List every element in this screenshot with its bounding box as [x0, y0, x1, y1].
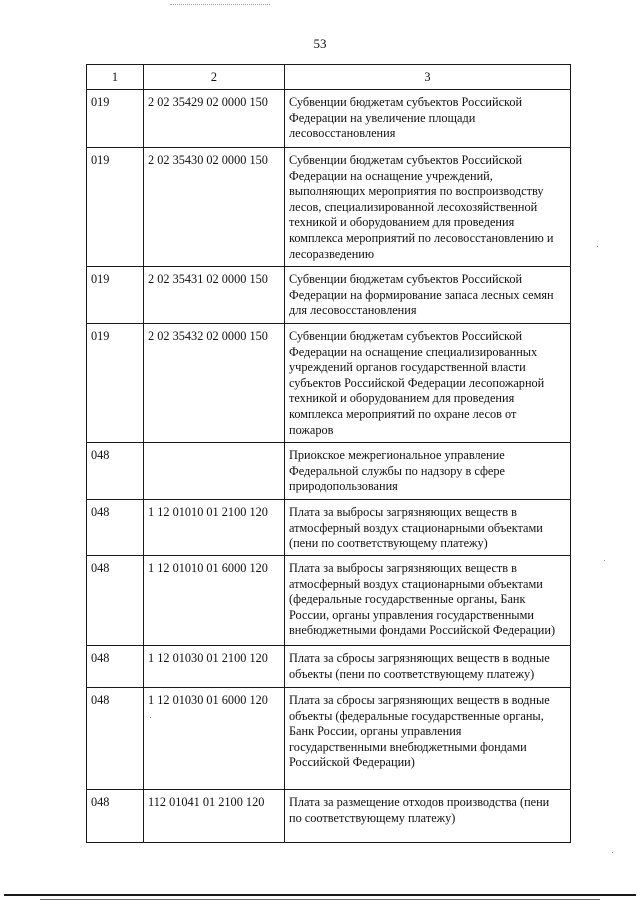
description-cell	[285, 267, 571, 324]
scan-top-rule	[170, 4, 270, 5]
table-row	[87, 688, 571, 790]
description-line: России, органы управления государственными	[289, 607, 534, 622]
description-line: учреждений органов государственной власти	[289, 360, 526, 375]
admin-code-cell: 019	[87, 324, 144, 443]
description-line: атмосферный воздух стационарными объектами	[289, 520, 543, 535]
scan-speck	[150, 717, 151, 718]
description-line: для лесовосстановления	[289, 303, 417, 318]
description-line: природопользования	[289, 479, 398, 494]
budget-code-cell: 2 02 35432 02 0000 150	[144, 324, 285, 443]
table-row	[87, 556, 571, 646]
description-line: Приокское межрегиональное управление	[289, 448, 505, 462]
table-row	[87, 790, 571, 843]
description-cell	[285, 556, 571, 646]
budget-code-cell: 1 12 01010 01 2100 120	[144, 500, 285, 556]
table-row	[87, 500, 571, 556]
description-cell	[285, 500, 571, 556]
scan-bottom-rule	[4, 894, 636, 896]
description-line: атмосферный воздух стационарными объектами	[289, 576, 543, 591]
description-line: техникой и оборудованием для проведения	[289, 391, 515, 406]
description-line: Плата за выбросы загрязняющих веществ в	[289, 505, 517, 519]
description-cell	[285, 688, 571, 790]
table-row	[87, 324, 571, 443]
admin-code-cell: 048	[87, 790, 144, 843]
description-cell	[285, 90, 571, 148]
description-line: Плата за сбросы загрязняющих веществ в водные	[289, 693, 550, 707]
description-line: техникой и оборудованием для проведения	[289, 215, 515, 230]
scan-speck	[604, 560, 605, 561]
description-line: Плата за размещение отходов производства (пени	[289, 795, 550, 809]
description-line: Федерации на оснащение специализированных	[289, 344, 538, 359]
description-line: лесов, специализированной лесохозяйственной	[289, 199, 538, 214]
admin-code-cell: 048	[87, 443, 144, 500]
description-line: Субвенции бюджетам субъектов Российской	[289, 153, 523, 167]
description-line: комплекса мероприятий по лесовосстановлению и	[289, 230, 554, 245]
budget-code-cell	[144, 443, 285, 500]
description-line: лесоразведению	[289, 246, 375, 261]
admin-code-cell: 019	[87, 148, 144, 267]
budget-code-cell: 1 12 01010 01 6000 120	[144, 556, 285, 646]
description-cell	[285, 324, 571, 443]
budget-code-cell: 2 02 35429 02 0000 150	[144, 90, 285, 148]
description-line: Российской Федерации)	[289, 755, 415, 770]
table-row	[87, 267, 571, 324]
admin-code-cell: 048	[87, 688, 144, 790]
header-cell-code: 2	[144, 65, 285, 90]
description-line: внебюджетными фондами Российской Федерации)	[289, 623, 556, 638]
description-line: Субвенции бюджетам субъектов Российской	[289, 95, 523, 109]
description-line: Федерации на формирование запаса лесных семян	[289, 287, 554, 302]
description-line: Федерации на оснащение учреждений,	[289, 168, 493, 183]
scan-bottom-rule-secondary	[40, 899, 600, 900]
budget-code-cell: 2 02 35431 02 0000 150	[144, 267, 285, 324]
budget-code-cell: 2 02 35430 02 0000 150	[144, 148, 285, 267]
description-cell	[285, 148, 571, 267]
budget-codes-table	[86, 64, 571, 843]
description-line: выполняющих мероприятия по воспроизводству	[289, 184, 544, 199]
table-row	[87, 443, 571, 500]
description-line: (федеральные государственные органы, Банк	[289, 592, 526, 607]
admin-code-cell: 048	[87, 646, 144, 688]
description-line: Плата за выбросы загрязняющих веществ в	[289, 561, 517, 575]
scan-speck	[597, 246, 598, 247]
description-line: субъектов Российской Федерации лесопожарной	[289, 375, 545, 390]
header-cell-description: 3	[285, 65, 571, 90]
description-line: объекты (пени по соответствующему платежу)	[289, 666, 535, 681]
description-line: Субвенции бюджетам субъектов Российской	[289, 272, 523, 286]
admin-code-cell: 019	[87, 90, 144, 148]
description-line: Федерации на увеличение площади	[289, 110, 476, 125]
admin-code-cell: 048	[87, 556, 144, 646]
description-line: государственными внебюджетными фондами	[289, 739, 527, 754]
description-line: (пени по соответствующему платежу)	[289, 536, 488, 551]
description-line: по соответствующему платежу)	[289, 810, 456, 825]
description-line: комплекса мероприятий по охране лесов от	[289, 406, 517, 421]
budget-code-cell: 1 12 01030 01 2100 120	[144, 646, 285, 688]
admin-code-cell: 048	[87, 500, 144, 556]
header-cell-admin: 1	[87, 65, 144, 90]
table-row	[87, 646, 571, 688]
budget-code-cell: 1 12 01030 01 6000 120	[144, 688, 285, 790]
description-cell	[285, 646, 571, 688]
description-line: Федеральной службы по надзору в сфере	[289, 463, 505, 478]
description-line: лесовосстановления	[289, 126, 396, 141]
budget-code-cell: 112 01041 01 2100 120	[144, 790, 285, 843]
table-row	[87, 148, 571, 267]
description-line: Банк России, органы управления	[289, 724, 462, 739]
description-line: пожаров	[289, 422, 334, 437]
description-line: Субвенции бюджетам субъектов Российской	[289, 329, 523, 343]
description-line: объекты (федеральные государственные органы,	[289, 708, 544, 723]
description-cell	[285, 790, 571, 843]
admin-code-cell: 019	[87, 267, 144, 324]
table-header-row	[87, 65, 571, 90]
scan-speck	[612, 852, 613, 853]
page-number: 53	[313, 36, 327, 51]
table-row	[87, 90, 571, 148]
description-cell	[285, 443, 571, 500]
description-line: Плата за сбросы загрязняющих веществ в водные	[289, 651, 550, 665]
